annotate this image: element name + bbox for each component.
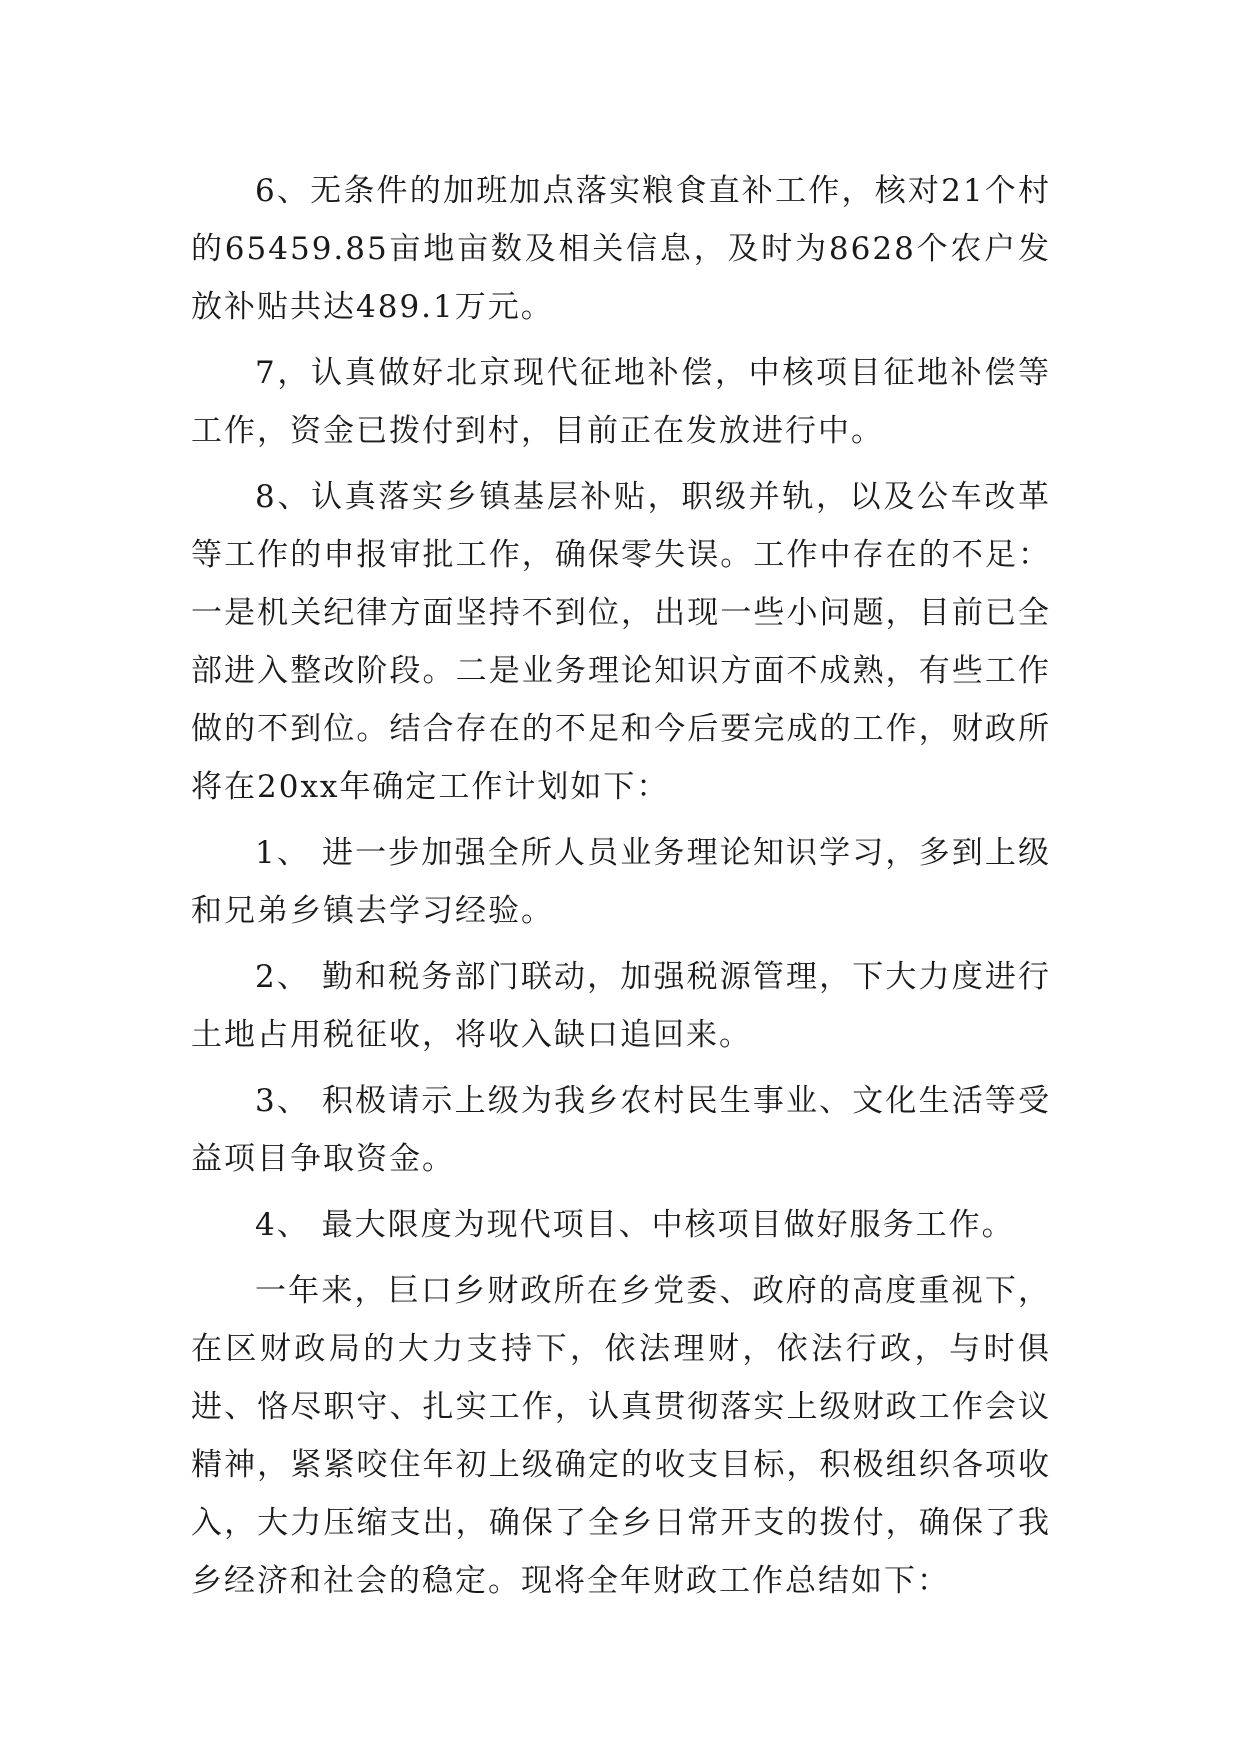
plan-item-3: 3、 积极请示上级为我乡农村民生事业、文化生活等受益项目争取资金。 <box>191 1083 1051 1177</box>
document-body <box>191 162 1051 1618</box>
plan-item-4: 4、 最大限度为现代项目、中核项目做好服务工作。 <box>255 1207 1015 1243</box>
paragraph-item-6: 6、无条件的加班加点落实粮食直补工作，核对21个村的65459.85亩地亩数及相关信息，及时为8628个农户发放补贴共达489.1万元。 <box>191 173 1051 325</box>
paragraph-item-8: 8、认真落实乡镇基层补贴，职级并轨，以及公车改革等工作的申报审批工作，确保零失误。工作中存在的不足：一是机关纪律方面坚持不到位，出现一些小问题，目前已全部进入整改阶段。二是业务理论知识方面不成熟，有些工作做的不到位。结合存在的不足和今后要完成的工作，财政所将在20xx年确定工作计划如下： <box>191 479 1051 805</box>
summary-paragraph: 一年来，巨口乡财政所在乡党委、政府的高度重视下，在区财政局的大力支持下，依法理财，依法行政，与时俱进、恪尽职守、扎实工作，认真贯彻落实上级财政工作会议精神，紧紧咬住年初上级确定的收支目标，积极组织各项收入，大力压缩支出，确保了全乡日常开支的拨付，确保了我乡经济和社会的稳定。现将全年财政工作总结如下： <box>191 1273 1051 1599</box>
plan-item-2: 2、 勤和税务部门联动，加强税源管理，下大力度进行土地占用税征收，将收入缺口追回来。 <box>191 959 1051 1053</box>
plan-item-1: 1、 进一步加强全所人员业务理论知识学习，多到上级和兄弟乡镇去学习经验。 <box>191 835 1051 929</box>
paragraph-item-7: 7，认真做好北京现代征地补偿，中核项目征地补偿等工作，资金已拨付到村，目前正在发放进行中。 <box>191 355 1051 449</box>
